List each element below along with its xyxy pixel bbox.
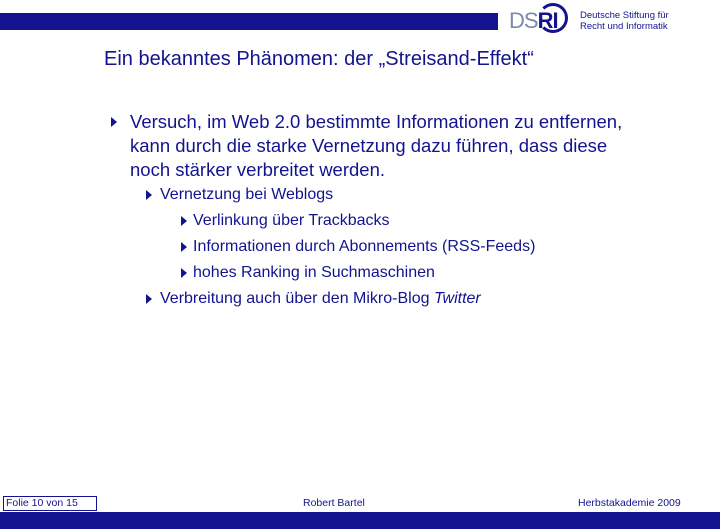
logo-caption-line1: Deutsche Stiftung für — [580, 10, 669, 21]
slide-number-box: Folie 10 von 15 — [3, 496, 97, 511]
logo-caption-line2: Recht und Informatik — [580, 21, 668, 32]
bottom-footer-bar — [0, 512, 720, 529]
logo-caption — [580, 10, 669, 32]
twitter-name: Twitter — [433, 290, 481, 307]
bullet-main-line1: Versuch, im Web 2.0 bestimmte Informationen zu entfernen, — [130, 111, 623, 132]
dsri-logo — [507, 3, 717, 43]
logo-wordmark — [509, 8, 558, 34]
bullet-arrow-icon — [181, 268, 187, 278]
bullet-arrow-icon — [181, 216, 187, 226]
bullet-main-line2: kann durch die starke Vernetzung dazu führen, dass diese — [130, 135, 608, 156]
bullet-sub-twitter — [160, 290, 481, 308]
bullet-sub-twitter-text: Verbreitung auch über den Mikro-Blog — [160, 290, 434, 307]
top-header-bar — [0, 13, 498, 30]
bullet-subsub-rss: Informationen durch Abonnements (RSS-Feeds) — [193, 238, 536, 255]
logo-ri: RI — [537, 8, 558, 33]
bullet-subsub-trackbacks: Verlinkung über Trackbacks — [193, 212, 390, 229]
footer-event: Herbstakademie 2009 — [578, 497, 681, 509]
bullet-arrow-icon — [146, 294, 152, 304]
bullet-arrow-icon — [146, 190, 152, 200]
slide-title: Ein bekanntes Phänomen: der „Streisand-Effekt“ — [104, 48, 534, 70]
bullet-main — [130, 110, 622, 182]
footer-author: Robert Bartel — [303, 497, 365, 509]
bullet-arrow-icon — [181, 242, 187, 252]
bullet-subsub-ranking: hohes Ranking in Suchmaschinen — [193, 264, 435, 281]
bullet-sub-vernetzung: Vernetzung bei Weblogs — [160, 186, 334, 203]
bullet-main-line3: noch stärker verbreitet werden. — [130, 159, 386, 180]
bullet-arrow-icon — [111, 117, 117, 127]
logo-ds: DS — [509, 8, 538, 33]
